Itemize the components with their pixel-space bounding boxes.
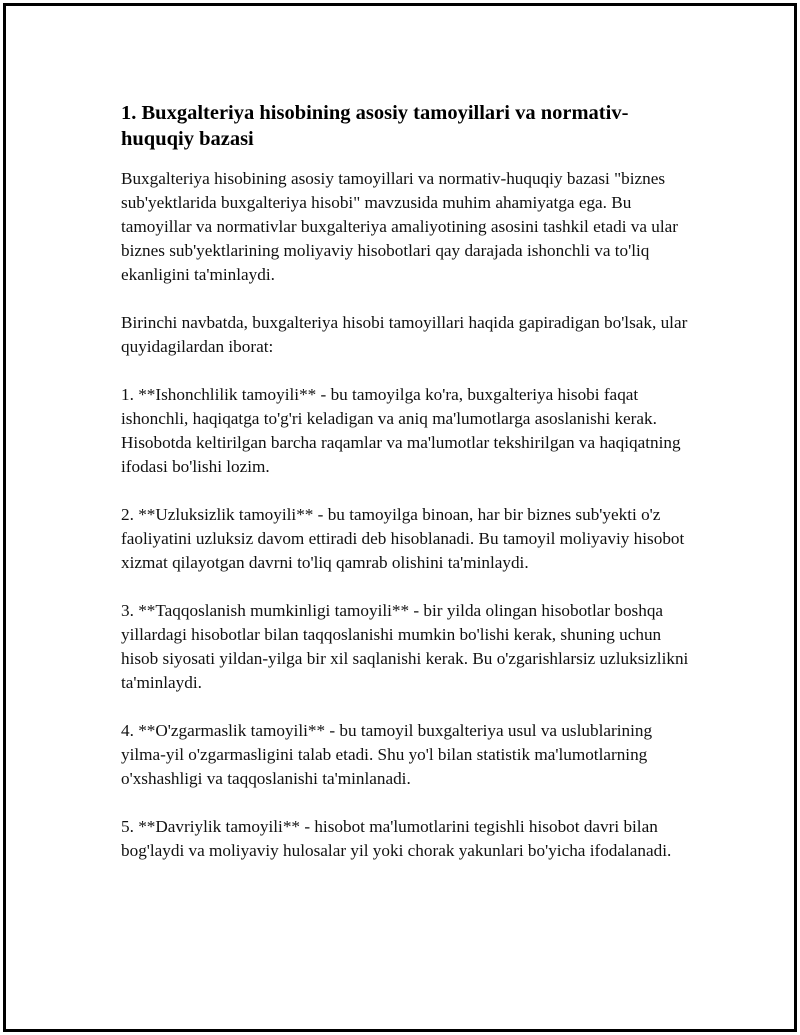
document-body	[121, 100, 699, 887]
paragraph-principle-5: 5. **Davriylik tamoyili** - hisobot ma'lumotlarini tegishli hisobot davri bilan bog'laydi va moliyaviy hulosalar yil yoki chorak yakunlari bo'yicha ifodalanadi.	[121, 817, 672, 860]
paragraph-principle-4: 4. **O'zgarmaslik tamoyili** - bu tamoyil buxgalteriya usul va uslublarining yilma-yil o'zgarmasligini talab etadi. Shu yo'l bilan statistik ma'lumotlarning o'xshashligi va taqqoslanishi ta'minlanadi.	[121, 721, 653, 788]
paragraph-intro: Buxgalteriya hisobining asosiy tamoyillari va normativ-huquqiy bazasi "biznes sub'yektlarida buxgalteriya hisobi" mavzusida muhim ahamiyatga ega. Bu tamoyillar va normativlar buxgalteriya amaliyotining asosini tashkil etadi va ular biznes sub'yektlarining moliyaviy hisobotlari qay darajada ishonchli va to'liq ekanligini ta'minlaydi.	[121, 169, 679, 284]
paragraph-principle-3: 3. **Taqqoslanish mumkinligi tamoyili** - bir yilda olingan hisobotlar boshqa yillardagi hisobotlar bilan taqqoslanishi mumkin bo'lishi kerak, shuning uchun hisob siyosati yildan-yilga bir xil saqlanishi kerak. Bu o'zgarishlarsiz uzluksizlikni ta'minlaydi.	[121, 601, 689, 692]
paragraph-principle-2: 2. **Uzluksizlik tamoyili** - bu tamoyilga binoan, har bir biznes sub'yekti o'z faoliyatini uzluksiz davom ettiradi deb hisoblanadi. Bu tamoyil moliyaviy hisobot xizmat qilayotgan davrni to'liq qamrab olishini ta'minlaydi.	[121, 505, 685, 572]
paragraph-principles-lead: Birinchi navbatda, buxgalteriya hisobi tamoyillari haqida gapiradigan bo'lsak, ular quyidagilardan iborat:	[121, 313, 688, 356]
page-frame	[3, 3, 797, 1032]
section-heading: 1. Buxgalteriya hisobining asosiy tamoyillari va normativ-huquqiy bazasi	[121, 102, 629, 150]
paragraph-principle-1: 1. **Ishonchlilik tamoyili** - bu tamoyilga ko'ra, buxgalteriya hisobi faqat ishonchli, haqiqatga to'g'ri keladigan va aniq ma'lumotlarga asoslanishi kerak. Hisobotda keltirilgan barcha raqamlar va ma'lumotlar tekshirilgan va haqiqatning ifodasi bo'lishi lozim.	[121, 385, 681, 476]
